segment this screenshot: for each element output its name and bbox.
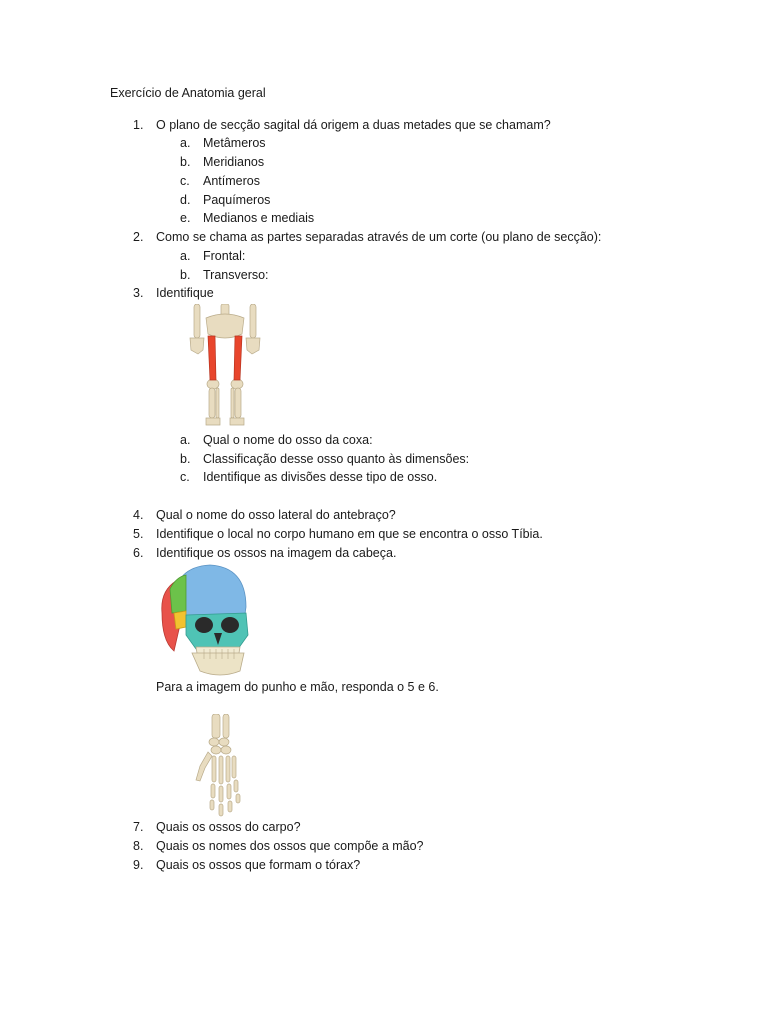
- option-letter: c.: [180, 174, 190, 188]
- option-letter: a.: [180, 136, 191, 150]
- option-text: Classificação desse osso quanto às dimensões:: [203, 452, 470, 466]
- question-number: 4.: [133, 508, 144, 522]
- question-text: O plano de secção sagital dá origem a duas metades que se chamam?: [156, 118, 551, 132]
- hand-intro-text: Para a imagem do punho e mão, responda o 5 e 6.: [156, 680, 439, 694]
- skeleton-femur-image: [186, 304, 264, 426]
- option-text: Antímeros: [203, 174, 260, 188]
- question-number: 5.: [133, 527, 144, 541]
- option-text: Frontal:: [203, 249, 246, 263]
- question-number: 6.: [133, 546, 144, 560]
- option-text: Medianos e mediais: [203, 211, 315, 225]
- question-text: Quais os ossos que formam o tórax?: [156, 858, 361, 872]
- option-text: Identifique as divisões desse tipo de osso.: [203, 470, 438, 484]
- question-number: 3.: [133, 286, 144, 300]
- page-title: Exercício de Anatomia geral: [110, 86, 266, 100]
- option-letter: c.: [180, 470, 190, 484]
- question-text: Quais os nomes dos ossos que compõe a mão?: [156, 839, 424, 853]
- question-text: Identifique o local no corpo humano em que se encontra o osso Tíbia.: [156, 527, 543, 541]
- option-text: Meridianos: [203, 155, 265, 169]
- option-letter: a.: [180, 433, 191, 447]
- question-number: 9.: [133, 858, 144, 872]
- option-text: Qual o nome do osso da coxa:: [203, 433, 373, 447]
- option-text: Transverso:: [203, 268, 269, 282]
- hand-wrist-image: [190, 714, 250, 818]
- option-letter: d.: [180, 193, 191, 207]
- option-letter: a.: [180, 249, 191, 263]
- question-number: 7.: [133, 820, 144, 834]
- question-text: Quais os ossos do carpo?: [156, 820, 301, 834]
- question-text: Identifique os ossos na imagem da cabeça.: [156, 546, 397, 560]
- option-letter: b.: [180, 452, 191, 466]
- option-text: Metâmeros: [203, 136, 266, 150]
- question-number: 8.: [133, 839, 144, 853]
- skull-image: [156, 563, 250, 679]
- option-letter: b.: [180, 155, 191, 169]
- option-letter: b.: [180, 268, 191, 282]
- question-number: 2.: [133, 230, 144, 244]
- question-text: Como se chama as partes separadas através de um corte (ou plano de secção):: [156, 230, 602, 244]
- option-text: Paquímeros: [203, 193, 271, 207]
- question-text: Identifique: [156, 286, 214, 300]
- option-letter: e.: [180, 211, 191, 225]
- question-number: 1.: [133, 118, 144, 132]
- question-text: Qual o nome do osso lateral do antebraço?: [156, 508, 396, 522]
